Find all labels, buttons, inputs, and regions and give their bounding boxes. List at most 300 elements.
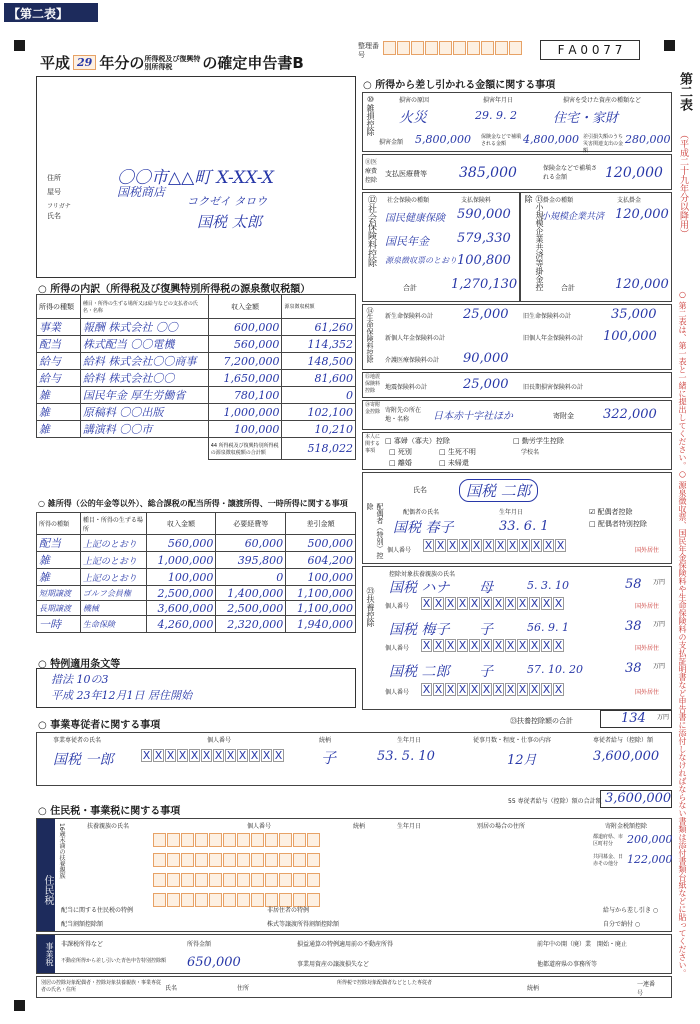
misc-place: 機械 [80,601,146,616]
table-row[interactable] [37,336,356,353]
dependent-unit-2: 万円 [653,663,666,670]
misc-h1: 種目・所得の生ずる場所 [80,513,146,535]
small-biz-section [520,192,672,302]
union-amount[interactable]: 122,000 [627,853,673,866]
income-tax: 114,352 [282,336,356,353]
title-suffix: の確定申告書B [202,54,304,72]
social-total-label: 合計 [403,284,417,292]
casualty-loss-label: 損害金額 [379,139,404,146]
title-mid: 年分の [99,54,145,72]
income-detail-table [36,294,356,460]
casualty-loss[interactable]: 5,800,000 [415,133,471,146]
dependents-total-no: ㉓ [510,717,517,725]
life-label-text: 生命保険料控除 [366,314,374,363]
misc-expense: 2,320,000 [216,616,286,633]
casualty-asset[interactable]: 住宅・家財 [553,111,619,126]
social-amount-1[interactable]: 579,330 [457,231,511,246]
casualty-disaster[interactable]: 280,000 [625,133,671,146]
income-type: 給与 [37,353,81,370]
spouse-check2-label: 配偶者特別控除 [597,520,647,528]
medical-label [365,157,381,184]
right-note: ○ 第二表は、第一表と一緒に提出してください。○ 源泉徴収票、国民年金保険料や生命保険料の支払証明書など申告書に添付しなければならない書類は添付書類台紙などに貼ってください。 [678,290,687,978]
earthquake-no: ⑮ [365,374,371,380]
dependents-no: ㉓ [366,587,375,595]
income-amount: 1,650,000 [208,370,282,387]
widow-opt-3[interactable]: □ 離婚 [389,459,412,467]
address-label: 住所 [47,174,61,182]
dependent-abroad-2[interactable]: 国外居住 [635,689,660,696]
dependent-rel-2: 子 [479,664,493,680]
earthquake-old: 旧長期損害保険料の計 [523,384,584,391]
donation-amount-label: 寄附金 [553,412,574,420]
dependent-mynumber-2[interactable]: X X X X X X X X X X X X [422,683,563,696]
life-no: ⑭ [366,307,374,314]
income-h2: 収入金額 [208,295,282,319]
footer-office-label: 一連番号 [637,981,656,997]
resident-title: ○ 住民税・事業税に関する事項 [38,806,181,817]
life-new-pension: 新個人年金保険料の計 [385,335,446,342]
footer-name-label: 氏名 [165,985,178,992]
income-amount: 1,000,000 [208,404,282,421]
income-h0: 所得の種類 [37,295,81,319]
resident-row-1: 配当割額控除額 [61,921,104,928]
emp-relation[interactable]: 子 [321,749,337,767]
emp-total-no: 55 [508,798,516,805]
income-tax: 81,600 [282,370,356,387]
spouse-mynumber-label: 個人番号 [387,547,412,554]
social-total[interactable]: 1,270,130 [451,277,518,292]
table-row[interactable] [37,535,356,552]
misc-income-title-text: 雑所得（公的年金等以外）、総合課税の配当所得・譲渡所得、一時所得に関する事項 [47,499,348,508]
dependent-mynumber-label-1: 個人番号 [385,645,410,652]
footer-address-label: 住所 [237,985,250,992]
dependent-name-2[interactable]: 国税 二郎 [389,664,450,680]
deductions-title: ○ 所得から差し引かれる金額に関する事項 [363,80,556,91]
life-label [365,307,375,363]
resident-h3: 生年月日 [397,823,422,830]
income-payer: 給料 株式会社〇〇 [80,370,208,387]
business-row3: 損益通算の特例適用前の不動産所得 [297,941,394,948]
dependents-total-label [510,716,573,726]
special-title: ○ 特例適用条文等 [38,659,121,670]
casualty-ins-label: 保険金などで補塡される金額 [481,134,522,147]
form-tag: 【第二表】 [4,3,98,22]
special-line2: 平成 23年12月1日 居住開始 [51,689,192,702]
emp-birth[interactable]: 53. 5. 10 [377,749,435,764]
spouse-mynumber[interactable]: X X X X X X X X X X X X [424,539,565,552]
resident-h1: 個人番号 [247,823,272,830]
resident-row-3: 株式等譲渡所得割額控除額 [267,921,340,928]
name-value[interactable]: 国税 太郎 [197,213,262,231]
business-side: 事業税 [37,935,55,973]
side-note: （平成二十九年分以降用） [678,130,688,238]
misc-place: 上記のとおり [80,535,146,552]
misc-income: 3,600,000 [146,601,216,616]
spouse-check2[interactable]: □ 配偶者特別控除 [589,520,647,528]
dependent-amount-2[interactable]: 38 [625,661,642,676]
footer-section [36,976,672,998]
employees-title: ○ 事業専従者に関する事項 [38,720,161,731]
misc-type: 雑 [37,552,81,569]
resident-dep-boxes[interactable] [153,833,321,913]
social-amount-0[interactable]: 590,000 [457,207,511,222]
dependent-unit-0: 万円 [653,579,666,586]
donation-dest[interactable]: 日本赤十字社ほか [433,411,513,422]
misc-type: 一時 [37,616,81,633]
widow-opt-4-label: 未帰還 [447,459,469,467]
emp-h3: 生年月日 [397,737,422,744]
income-type: 配当 [37,336,81,353]
spouse-check1[interactable]: ☑ 配偶者控除 [589,508,633,516]
resident-dep-header: 16歳未満の扶養親族 [58,823,65,879]
collect-1[interactable]: 給与から差し引き ○ [603,907,659,914]
misc-income: 560,000 [146,535,216,552]
dependent-mynumber-0[interactable]: X X X X X X X X X X X X [422,597,563,610]
casualty-no: ⑩ [366,95,375,104]
business-row5-opts[interactable]: 開始・廃止 [597,941,628,948]
furigana-label: フリガナ [47,203,71,210]
employees-section [36,732,672,786]
serial-boxes[interactable] [383,40,523,59]
casualty-label-text: 雑損控除 [366,104,375,136]
misc-income-table [36,512,356,633]
dependents-section [362,566,672,710]
income-type: 雑 [37,404,81,421]
dependents-label-text: 扶養控除 [366,595,375,627]
widow-opt-0-label: 寡婦（寡夫）控除 [393,437,450,445]
life-care: 介護医療保険料の計 [385,357,440,364]
dependent-name-0[interactable]: 国税 ハナ [389,580,450,596]
misc-expense: 60,000 [216,535,286,552]
casualty-h0: 損害の原因 [399,97,430,104]
furigana-value[interactable]: コクゼイ タロウ [187,195,268,208]
income-tax: 10,210 [282,421,356,438]
collect-2[interactable]: 自分で納付 ○ [603,921,641,928]
business-row2-amount[interactable]: 650,000 [187,955,241,970]
corner-mark-tr [664,40,675,51]
income-amount: 780,100 [208,387,282,404]
income-payer: 株式配当 〇〇電機 [80,336,208,353]
social-h0: 社会保険の種類 [387,197,430,204]
misc-income: 100,000 [146,569,216,586]
misc-net: 1,100,000 [286,586,356,601]
contrib-label: 寄附金税額控除 [605,823,648,830]
earthquake-amount[interactable]: 25,000 [463,377,509,392]
emp-total-box[interactable] [600,790,672,808]
dependent-amount-0[interactable]: 58 [625,577,642,592]
resident-side: 住民税 [37,819,55,931]
dependents-label [365,587,376,627]
dependent-mynumber-1[interactable]: X X X X X X X X X X X X [422,639,563,652]
misc-place: 上記のとおり [80,569,146,586]
earthquake-eq: 地震保険料の計 [385,384,428,391]
serial-label: 整理番号 [358,42,379,59]
resident-h4: 別居の場合の住所 [477,823,526,830]
resident-row-0: 配当に関する住民税の特例 [61,907,134,914]
dependent-rel-0: 母 [479,580,493,596]
misc-net: 604,200 [286,552,356,569]
spouse-section [362,472,672,564]
dependent-unit-1: 万円 [653,621,666,628]
resident-h0: 扶養親族の氏名 [87,823,130,830]
medical-section [362,154,672,190]
income-tax: 61,260 [282,319,356,336]
social-label-text: 社会保険料控除 [366,204,376,267]
donation-section [362,400,672,430]
side-label: 第二表 [677,72,692,111]
life-old-amount[interactable]: 35,000 [611,307,657,322]
misc-place: 上記のとおり [80,552,146,569]
social-no: ⑫ [366,195,376,204]
widow-opt-1[interactable]: □ 死別 [389,448,412,456]
income-amount: 560,000 [208,336,282,353]
table-row[interactable] [37,353,356,370]
emp-h0: 事業専従者の氏名 [53,737,102,744]
emp-salary[interactable]: 3,600,000 [593,749,660,764]
spouse-label: 配偶者（特別）控除 [366,503,384,559]
collect-2-label: 自分で納付 [603,921,634,928]
income-amount: 7,200,000 [208,353,282,370]
withholding-total[interactable]: 518,022 [282,438,356,460]
table-row[interactable] [37,387,356,404]
misc-type: 長期譲渡 [37,601,81,616]
dependent-abroad-0[interactable]: 国外居住 [635,603,660,610]
misc-income: 1,000,000 [146,552,216,569]
income-type: 事業 [37,319,81,336]
small-biz-h1: 支払掛金 [617,197,642,204]
income-h3: 源泉徴収税額 [282,295,356,319]
earthquake-label-text: 地震保険料控除 [365,374,381,394]
title-year [73,55,96,70]
table-row[interactable] [37,616,356,633]
misc-income: 4,260,000 [146,616,216,633]
corner-mark-tl [14,40,25,51]
small-biz-no: ⑬ [535,195,544,203]
dependents-total-label-text: 扶養控除額の合計 [517,717,573,725]
business-row1: 非課税所得など [61,941,104,948]
casualty-section [362,92,672,152]
table-row[interactable] [37,421,356,438]
withholding-total-no: 44 [210,442,218,449]
spouse-applicant-label: 氏名 [413,486,427,494]
casualty-label [365,95,376,136]
widow-opt-1-label: 死別 [397,448,412,456]
shop-label: 屋号 [47,188,61,196]
business-row5: 前年中の開（廃）業 [537,941,592,948]
income-type: 給与 [37,370,81,387]
small-biz-total[interactable]: 120,000 [615,277,669,292]
table-row[interactable] [37,569,356,586]
casualty-h2: 損害を受けた資産の種類など [563,97,642,104]
misc-h2: 収入金額 [146,513,216,535]
misc-net: 500,000 [286,535,356,552]
taxpayer-box [36,76,356,278]
income-payer: 原稿料 〇〇出版 [80,404,208,421]
widow-opt-0[interactable]: □ 寡婦（寡夫）控除 [385,437,450,445]
casualty-ins[interactable]: 4,800,000 [523,133,579,146]
casualty-date[interactable]: 29. 9. 2 [475,109,517,122]
misc-h4: 差引金額 [286,513,356,535]
income-payer: 給料 株式会社〇〇商事 [80,353,208,370]
title-small: 所得税及び復興特別所得税 [144,54,201,71]
spouse-check1-label: 配偶者控除 [597,508,633,516]
income-amount: 600,000 [208,319,282,336]
special-title-text: 特例適用条文等 [50,659,121,670]
table-row[interactable] [37,370,356,387]
page-title [40,52,304,73]
medical-no: ⑪ [365,159,372,166]
emp-name[interactable]: 国税 一郎 [53,752,114,768]
collect-1-label: 給与から差し引き [603,907,652,914]
social-type-2: 源泉徴収票のとおり [385,256,457,265]
donation-amount[interactable]: 322,000 [603,407,657,422]
widow-opt-5[interactable]: □ 勤労学生控除 [513,437,564,445]
earthquake-section [362,372,672,398]
misc-type: 雑 [37,569,81,586]
business-row2: 不動産所得から差し引いた青色申告特別控除額 [61,958,167,964]
spouse-applicant[interactable]: 国税 二郎 [459,479,538,502]
deductions-title-text: 所得から差し引かれる金額に関する事項 [375,80,556,91]
income-payer: 報酬 株式会社 〇〇 [80,319,208,336]
dependent-mynumber-label-2: 個人番号 [385,689,410,696]
withholding-total-label [208,438,282,460]
life-old-pension-amount[interactable]: 100,000 [603,329,657,344]
casualty-h1: 損害年月日 [483,97,514,104]
emp-h4: 従事月数・程度・仕事の内容 [473,737,552,744]
withholding-total-label-text: 所得税及び復興特別所得税の源泉徴収税額の合計額 [210,442,279,456]
widow-opt-6: 学校名 [521,449,540,456]
title-prefix: 平成 [40,54,71,72]
resident-h2: 続柄 [353,823,366,830]
widow-opt-2[interactable]: □ 生死不明 [439,448,476,456]
misc-income: 2,500,000 [146,586,216,601]
income-type: 雑 [37,421,81,438]
spouse-h0: 配偶者の氏名 [403,509,440,516]
misc-h0: 所得の種類 [37,513,81,535]
casualty-disaster-label: 差引損失額のうち災害関連支出の金額 [583,134,624,154]
misc-type: 短期譲渡 [37,586,81,601]
name-label: 氏名 [47,212,61,220]
misc-net: 100,000 [286,569,356,586]
misc-expense: 395,800 [216,552,286,569]
widow-opt-3-label: 離婚 [397,459,412,467]
emp-mynumber[interactable]: X X X X X X X X X X X X [142,749,283,762]
social-h1: 支払保険料 [461,197,492,204]
emp-h1: 個人番号 [207,737,232,744]
resident-row-2: 非居住者の特例 [267,907,310,914]
spouse-name[interactable]: 国税 春子 [393,520,454,536]
income-tax: 0 [282,387,356,404]
medical-paid[interactable]: 385,000 [459,165,517,181]
dependent-amount-1[interactable]: 38 [625,619,642,634]
earthquake-label [365,373,381,394]
dependent-birth-2[interactable]: 57. 10. 20 [527,663,583,676]
misc-h3: 必要経費等 [216,513,286,535]
employees-title-text: 事業専従者に関する事項 [50,720,161,731]
social-label [365,195,378,267]
emp-h2: 続柄 [319,737,332,744]
medical-paid-label: 支払医療費等 [385,170,427,178]
dependent-mynumber-label-0: 個人番号 [385,603,410,610]
resident-title-text: 住民税・事業税に関する事項 [50,806,181,817]
special-box[interactable] [36,668,356,708]
special-line1: 措法 10の3 [51,673,109,686]
income-type: 雑 [37,387,81,404]
life-new-amount[interactable]: 25,000 [463,307,509,322]
table-row[interactable] [37,404,356,421]
dependent-birth-0[interactable]: 5. 3. 10 [527,579,569,592]
life-care-amount[interactable]: 90,000 [463,351,509,366]
misc-expense: 0 [216,569,286,586]
medical-ins-label: 保険金などで補塡される金額 [543,165,598,181]
business-row4: 事業用資産の譲渡損失など [297,961,370,968]
medical-label-text: 医療費控除 [365,159,378,184]
spouse-birth[interactable]: 33. 6. 1 [499,519,549,534]
footer-text2: 所得税で控除対象配偶者などとした専従者 [337,980,433,986]
address-value[interactable]: 〇〇市△△町 X-XX-X [117,168,275,188]
dependent-abroad-1[interactable]: 国外居住 [635,645,660,652]
table-row[interactable] [37,552,356,569]
dependent-name-1[interactable]: 国税 梅子 [389,622,450,638]
social-section [362,192,520,302]
small-biz-h0: 掛金の種類 [543,197,574,204]
income-detail-title: ○ 所得の内訳（所得税及び復興特別所得税の源泉徴収税額） [38,284,311,295]
pref-amount[interactable]: 200,000 [627,833,673,846]
misc-income-title: ○ 雑所得（公的年金等以外）、総合課税の配当所得・譲渡所得、一時所得に関する事項 [38,499,348,508]
income-tax: 148,500 [282,353,356,370]
income-detail-title-text: 所得の内訳（所得税及び復興特別所得税の源泉徴収税額） [50,284,311,295]
life-old: 旧生命保険料の計 [523,313,572,320]
dependents-total-box[interactable] [600,710,672,728]
form-code: F A 0 0 7 7 [540,40,640,60]
emp-months[interactable]: 12月 [507,753,537,768]
small-biz-type: 小規模企業共済 [541,212,605,222]
dependent-birth-1[interactable]: 56. 9. 1 [527,621,569,634]
income-payer: 講演料 〇〇市 [80,421,208,438]
widow-opt-5-label: 勤労学生控除 [521,437,564,445]
widow-opt-2-label: 生死不明 [447,448,476,456]
table-row[interactable] [37,601,356,616]
misc-net: 1,100,000 [286,601,356,616]
casualty-cause[interactable]: 火災 [399,110,427,126]
corner-mark-bl [14,1000,25,1011]
emp-total-label [508,796,602,805]
widow-section [362,432,672,470]
title-year-value: 29 [77,56,93,69]
misc-expense: 1,400,000 [216,586,286,601]
table-row[interactable] [37,319,356,336]
donation-dest-label: 寄附先の所在地・名称 [385,407,422,423]
widow-opt-4[interactable]: □ 未帰還 [439,459,469,467]
social-amount-2[interactable]: 100,800 [457,253,511,268]
income-h1: 種目・所得の生ずる場所又は給与などの支払者の氏名・名称 [80,295,208,319]
misc-expense: 2,500,000 [216,601,286,616]
misc-type: 配当 [37,535,81,552]
spouse-abroad[interactable]: 国外居住 [635,547,660,554]
small-biz-amount[interactable]: 120,000 [615,207,669,222]
misc-place: 生命保険 [80,616,146,633]
shop-value[interactable]: 国税商店 [117,185,166,199]
resident-section [36,818,672,932]
table-row[interactable] [37,586,356,601]
donation-no: ㉔ [365,402,371,408]
spouse-h1: 生年月日 [499,509,524,516]
dependents-total: 134 [621,711,646,726]
emp-h5: 専従者給与（控除）額 [593,737,654,744]
medical-ins[interactable]: 120,000 [605,165,663,181]
footer-text1: 別居の控除対象配偶者・控除対象扶養親族・事業専従者の氏名・住所 [41,980,162,993]
misc-net: 1,940,000 [286,616,356,633]
